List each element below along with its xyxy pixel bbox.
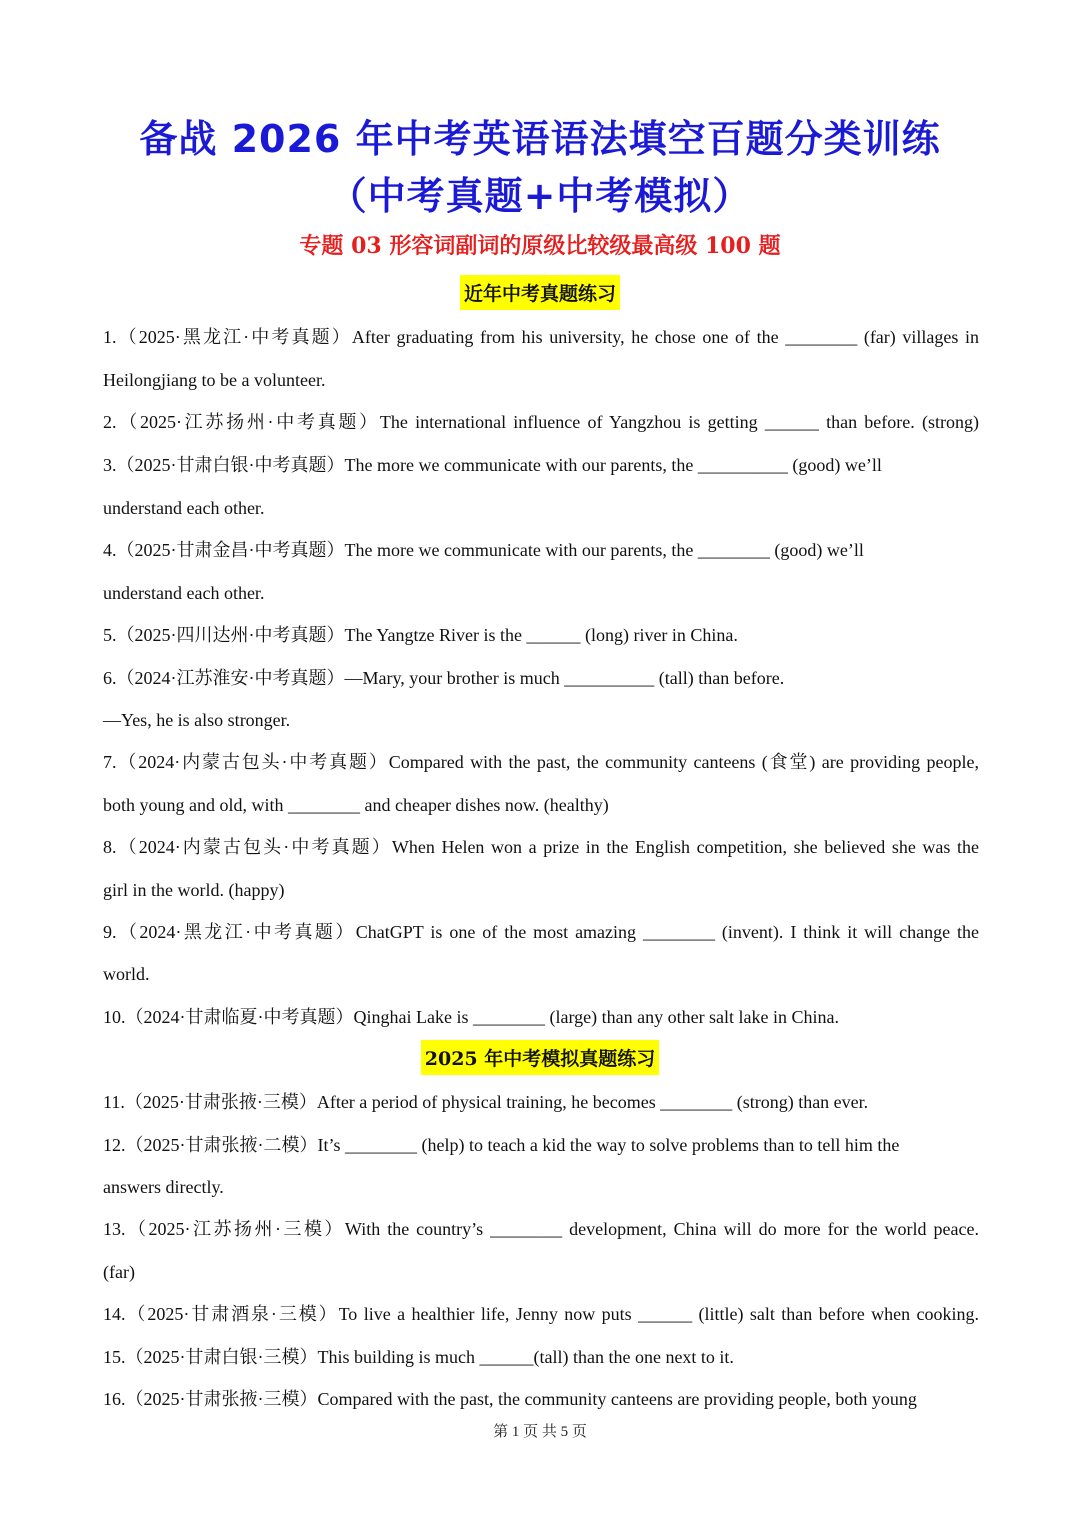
question-line: 10.（2024·甘肃临夏·中考真题）Qinghai Lake is ________ (large) than any other salt lake in China. xyxy=(103,1007,840,1027)
section-heading-label: 近年中考真题练习 xyxy=(460,275,620,310)
document-title-line-2: （中考真题+中考模拟） xyxy=(328,174,752,218)
question-line: 14.（2025·甘肃酒泉·三模）To live a healthier life, Jenny now puts ______ (little) salt than before when cooking. xyxy=(103,1304,979,1324)
question-line: 4.（2025·甘肃金昌·中考真题）The more we communicate with our parents, the ________ (good) we’ll xyxy=(103,540,864,560)
question-line: girl in the world. (happy) xyxy=(103,880,285,900)
question-line: 7.（2024·内蒙古包头·中考真题）Compared with the past, the community canteens (食堂) are providing people, xyxy=(103,752,979,772)
question-line: 15.（2025·甘肃白银·三模）This building is much ______(tall) than the one next to it. xyxy=(103,1347,734,1367)
question-line: answers directly. xyxy=(103,1177,224,1197)
question-line: 12.（2025·甘肃张掖·二模）It’s ________ (help) to teach a kid the way to solve problems than to tell him the xyxy=(103,1135,900,1155)
question-line: 2.（2025·江苏扬州·中考真题）The international influence of Yangzhou is getting ______ than before. (strong) xyxy=(103,412,979,432)
document-title-line-1: 备战 2026 年中考英语语法填空百题分类训练 xyxy=(139,117,941,161)
question-line: 11.（2025·甘肃张掖·三模）After a period of physical training, he becomes ________ (strong) than ever. xyxy=(103,1092,869,1112)
question-line: 9.（2024·黑龙江·中考真题）ChatGPT is one of the most amazing ________ (invent). I think it will change the xyxy=(103,922,979,942)
section-heading-label: 2025 年中考模拟真题练习 xyxy=(421,1040,660,1075)
page-footer: 第 1 页 共 5 页 xyxy=(493,1424,587,1440)
question-line: world. xyxy=(103,964,150,984)
section-heading-mock-exams xyxy=(0,1040,1080,1075)
question-line: 16.（2025·甘肃张掖·三模）Compared with the past, the community canteens are providing people, both young xyxy=(103,1389,917,1409)
document-subtitle: 专题 03 形容词副词的原级比较级最高级 100 题 xyxy=(299,233,781,259)
question-line: understand each other. xyxy=(103,498,265,518)
question-line: 5.（2025·四川达州·中考真题）The Yangtze River is the ______ (long) river in China. xyxy=(103,625,738,645)
question-line: Heilongjiang to be a volunteer. xyxy=(103,370,326,390)
question-line: 13.（2025·江苏扬州·三模）With the country’s ________ development, China will do more for the world peace. xyxy=(103,1219,979,1239)
question-line: 3.（2025·甘肃白银·中考真题）The more we communicate with our parents, the __________ (good) we’ll xyxy=(103,455,882,475)
question-line: understand each other. xyxy=(103,583,265,603)
question-line: —Yes, he is also stronger. xyxy=(103,710,291,730)
question-line: 8.（2024·内蒙古包头·中考真题）When Helen won a prize in the English competition, she believed she was the xyxy=(103,837,979,857)
question-line: 1.（2025·黑龙江·中考真题）After graduating from his university, he chose one of the ________ (far) villages in xyxy=(103,327,979,347)
question-line: (far) xyxy=(103,1262,135,1282)
question-line: both young and old, with ________ and cheaper dishes now. (healthy) xyxy=(103,795,609,815)
question-line: 6.（2024·江苏淮安·中考真题）—Mary, your brother is much __________ (tall) than before. xyxy=(103,668,785,688)
section-heading-recent-exams xyxy=(0,275,1080,310)
